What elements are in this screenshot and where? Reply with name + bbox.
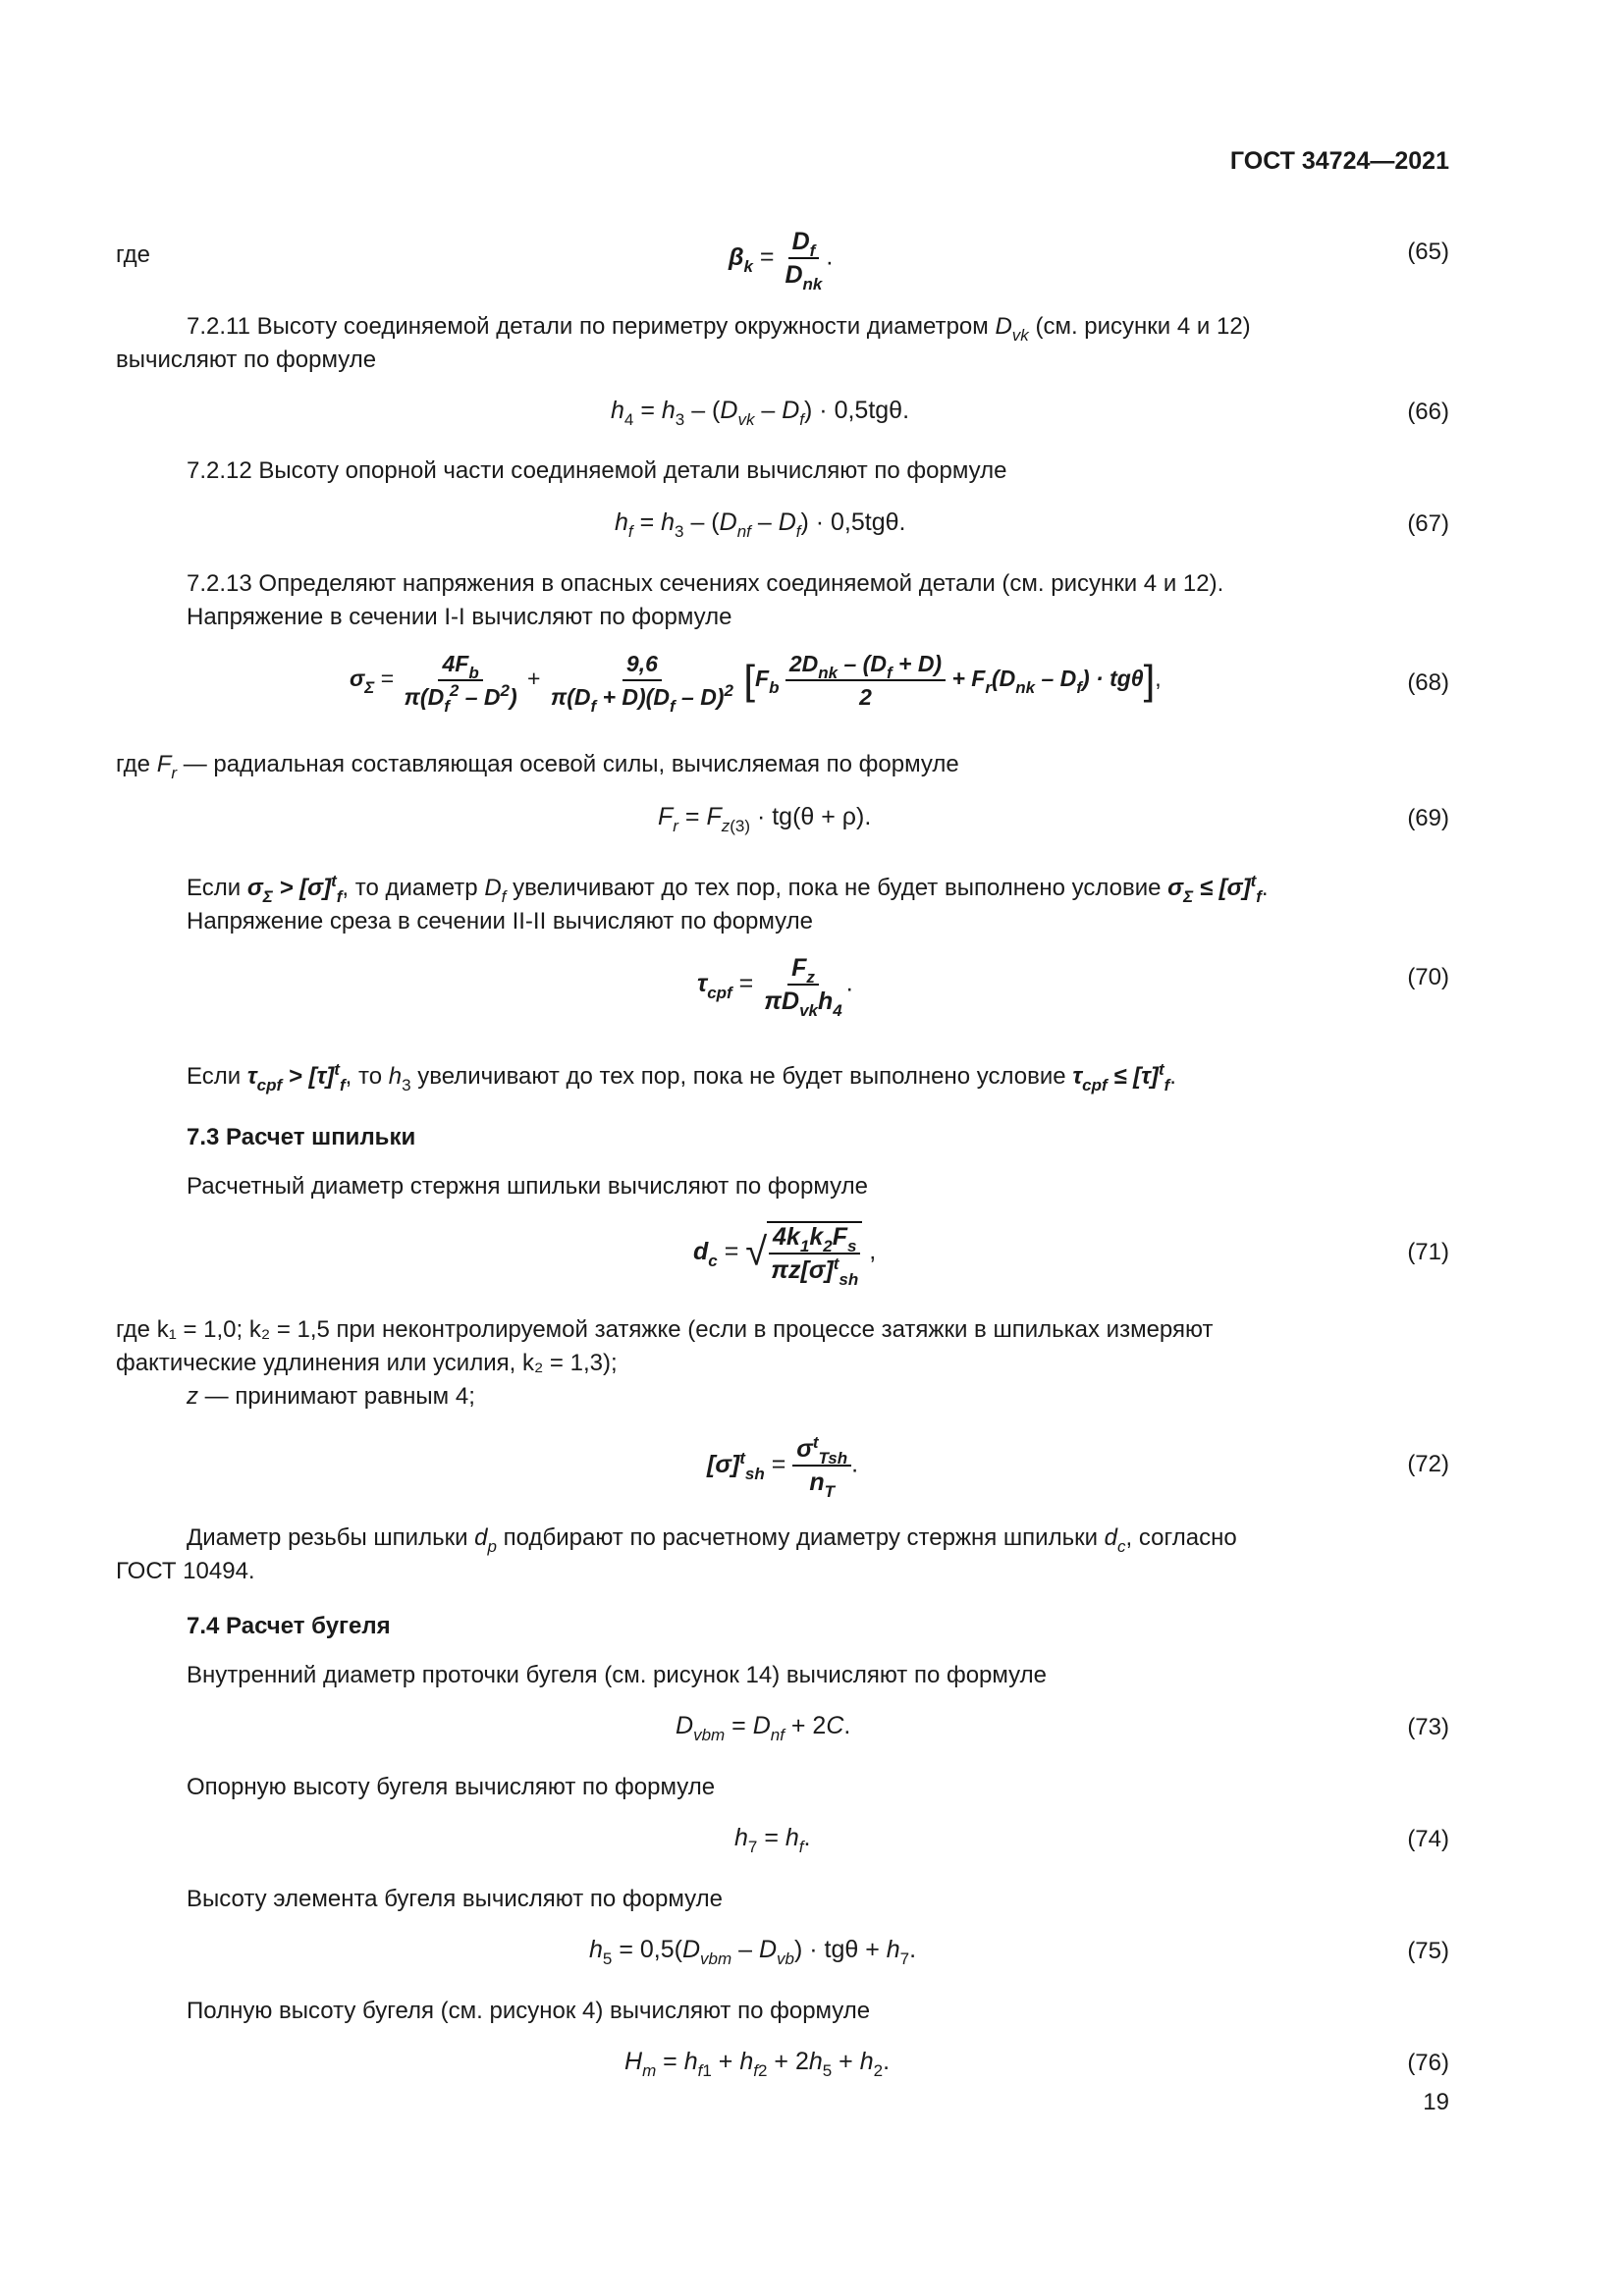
formula-65: $\beta_k$ = $\frac{D_f}{D_{nk}}$ .	[729, 228, 834, 294]
paragraph-7-2-13-cont: Напряжение в сечении I-I вычисляют по формуле	[187, 604, 732, 630]
condition-sigma: Если $\sigma_\Sigma > [\sigma]^t_f$, то диаметр $D_f$ увеличивают до тех пор, пока не будет выполнено условие $\sigma_\Sigma \le [\sigma]^t_f$.	[187, 872, 1269, 906]
formula-71: $d_c$ = √ $\frac{4k_1k_2F_s}{\pi z[\sigma]^t_{sh}}$ ,	[693, 1223, 877, 1289]
element-height-intro: Высоту элемента бугеля вычисляют по формуле	[187, 1886, 723, 1912]
section-7-4-heading: 7.4 Расчет бугеля	[187, 1613, 391, 1639]
paragraph-7-2-11-cont: вычисляют по формуле	[116, 347, 377, 373]
paragraph-7-2-12: 7.2.12 Высоту опорной части соединяемой детали вычисляют по формуле	[187, 457, 1007, 484]
formula-67: $h_f = h_3 - (D_{nf} - D_f) \cdot 0,5tg\theta$.	[615, 508, 906, 541]
formula-73: $D_{vbm} = D_{nf} + 2C$.	[676, 1712, 851, 1744]
equation-number-67: (67)	[1407, 510, 1449, 537]
section-7-4-intro: Внутренний диаметр проточки бугеля (см. рисунок 14) вычисляют по формуле	[187, 1662, 1047, 1688]
equation-number-70: (70)	[1407, 964, 1449, 990]
k-coefficients-line-cont: фактические удлинения или усилия, k₂ = 1,3);	[116, 1350, 618, 1376]
equation-number-76: (76)	[1407, 2050, 1449, 2076]
equation-number-65: (65)	[1407, 239, 1449, 265]
where-label: где	[116, 241, 151, 268]
document-id: ГОСТ 34724—2021	[1229, 147, 1449, 175]
radial-force-definition: где $F_r$ — радиальная составляющая осевой силы, вычисляемая по формуле	[116, 751, 959, 782]
page-number: 19	[1423, 2089, 1449, 2115]
equation-number-74: (74)	[1407, 1826, 1449, 1852]
equation-number-72: (72)	[1407, 1451, 1449, 1477]
equation-number-71: (71)	[1407, 1239, 1449, 1265]
section-7-3-intro: Расчетный диаметр стержня шпильки вычисляют по формуле	[187, 1173, 868, 1200]
equation-number-66: (66)	[1407, 399, 1449, 425]
z-definition: z — принимают равным 4;	[187, 1383, 475, 1410]
condition-tau: Если $\tau_{cpf} > [\tau]^t_f$, то $h_3$ увеличивают до тех пор, пока не будет выполнено условие $\tau_{cpf} \le [\tau]^t_f$.	[187, 1060, 1176, 1095]
equation-number-75: (75)	[1407, 1938, 1449, 1964]
equation-number-73: (73)	[1407, 1714, 1449, 1740]
section-7-3-heading: 7.3 Расчет шпильки	[187, 1124, 416, 1150]
k-coefficients-line: где k₁ = 1,0; k₂ = 1,5 при неконтролируемой затяжке (если в процессе затяжки в шпильках измеряют	[116, 1316, 1214, 1343]
shear-stress-intro: Напряжение среза в сечении II-II вычисляют по формуле	[187, 908, 813, 934]
full-height-intro: Полную высоту бугеля (см. рисунок 4) вычисляют по формуле	[187, 1998, 871, 2024]
equation-number-69: (69)	[1407, 805, 1449, 831]
thread-diameter-paragraph: Диаметр резьбы шпильки $d_p$ подбирают по расчетному диаметру стержня шпильки $d_c$, согласно	[187, 1524, 1237, 1556]
equation-number-68: (68)	[1407, 669, 1449, 696]
formula-74: $h_7 = h_f$.	[734, 1824, 811, 1856]
formula-72: $[\sigma]^t_{sh}$ = $\frac{\sigma^t_{Tsh}}{n_T}$ .	[707, 1433, 859, 1501]
formula-76: $H_m = h_{f1} + h_{f2} + 2h_5 + h_2$.	[624, 2048, 891, 2080]
paragraph-7-2-11: 7.2.11 Высоту соединяемой детали по периметру окружности диаметром $D_{vk}$ (см. рисунки 4 и 12)	[187, 313, 1251, 345]
formula-75: $h_5 = 0,5(D_{vbm} - D_{vb}) \cdot tg\theta + h_7$.	[589, 1936, 917, 1968]
formula-69: $F_r = F_{z(3)} \cdot tg(\theta + \rho)$.	[658, 803, 872, 835]
formula-68: $\sigma_\Sigma$ = $\frac{4F_b}{\pi(D_f^2 - D^2)}$ + $\frac{9,6}{\pi(D_f + D)(D_f - D)^2}$ [$F_b$ $\frac{2D_{nk} - (D_f + D)}{2}$ + $F_r(D_{nk} - D_f) \cdot tg\theta$],	[350, 651, 1162, 716]
support-height-intro: Опорную высоту бугеля вычисляют по формуле	[187, 1774, 716, 1800]
paragraph-7-2-13: 7.2.13 Определяют напряжения в опасных сечениях соединяемой детали (см. рисунки 4 и 12).	[187, 570, 1224, 597]
formula-66: $h_4 = h_3 - (D_{vk} - D_f) \cdot 0,5tg\theta$.	[611, 397, 910, 429]
formula-70: $\tau_{cpf}$ = $\frac{F_z}{\pi D_{vk}h_4}$ .	[697, 954, 853, 1020]
thread-diameter-paragraph-cont: ГОСТ 10494.	[116, 1558, 255, 1584]
